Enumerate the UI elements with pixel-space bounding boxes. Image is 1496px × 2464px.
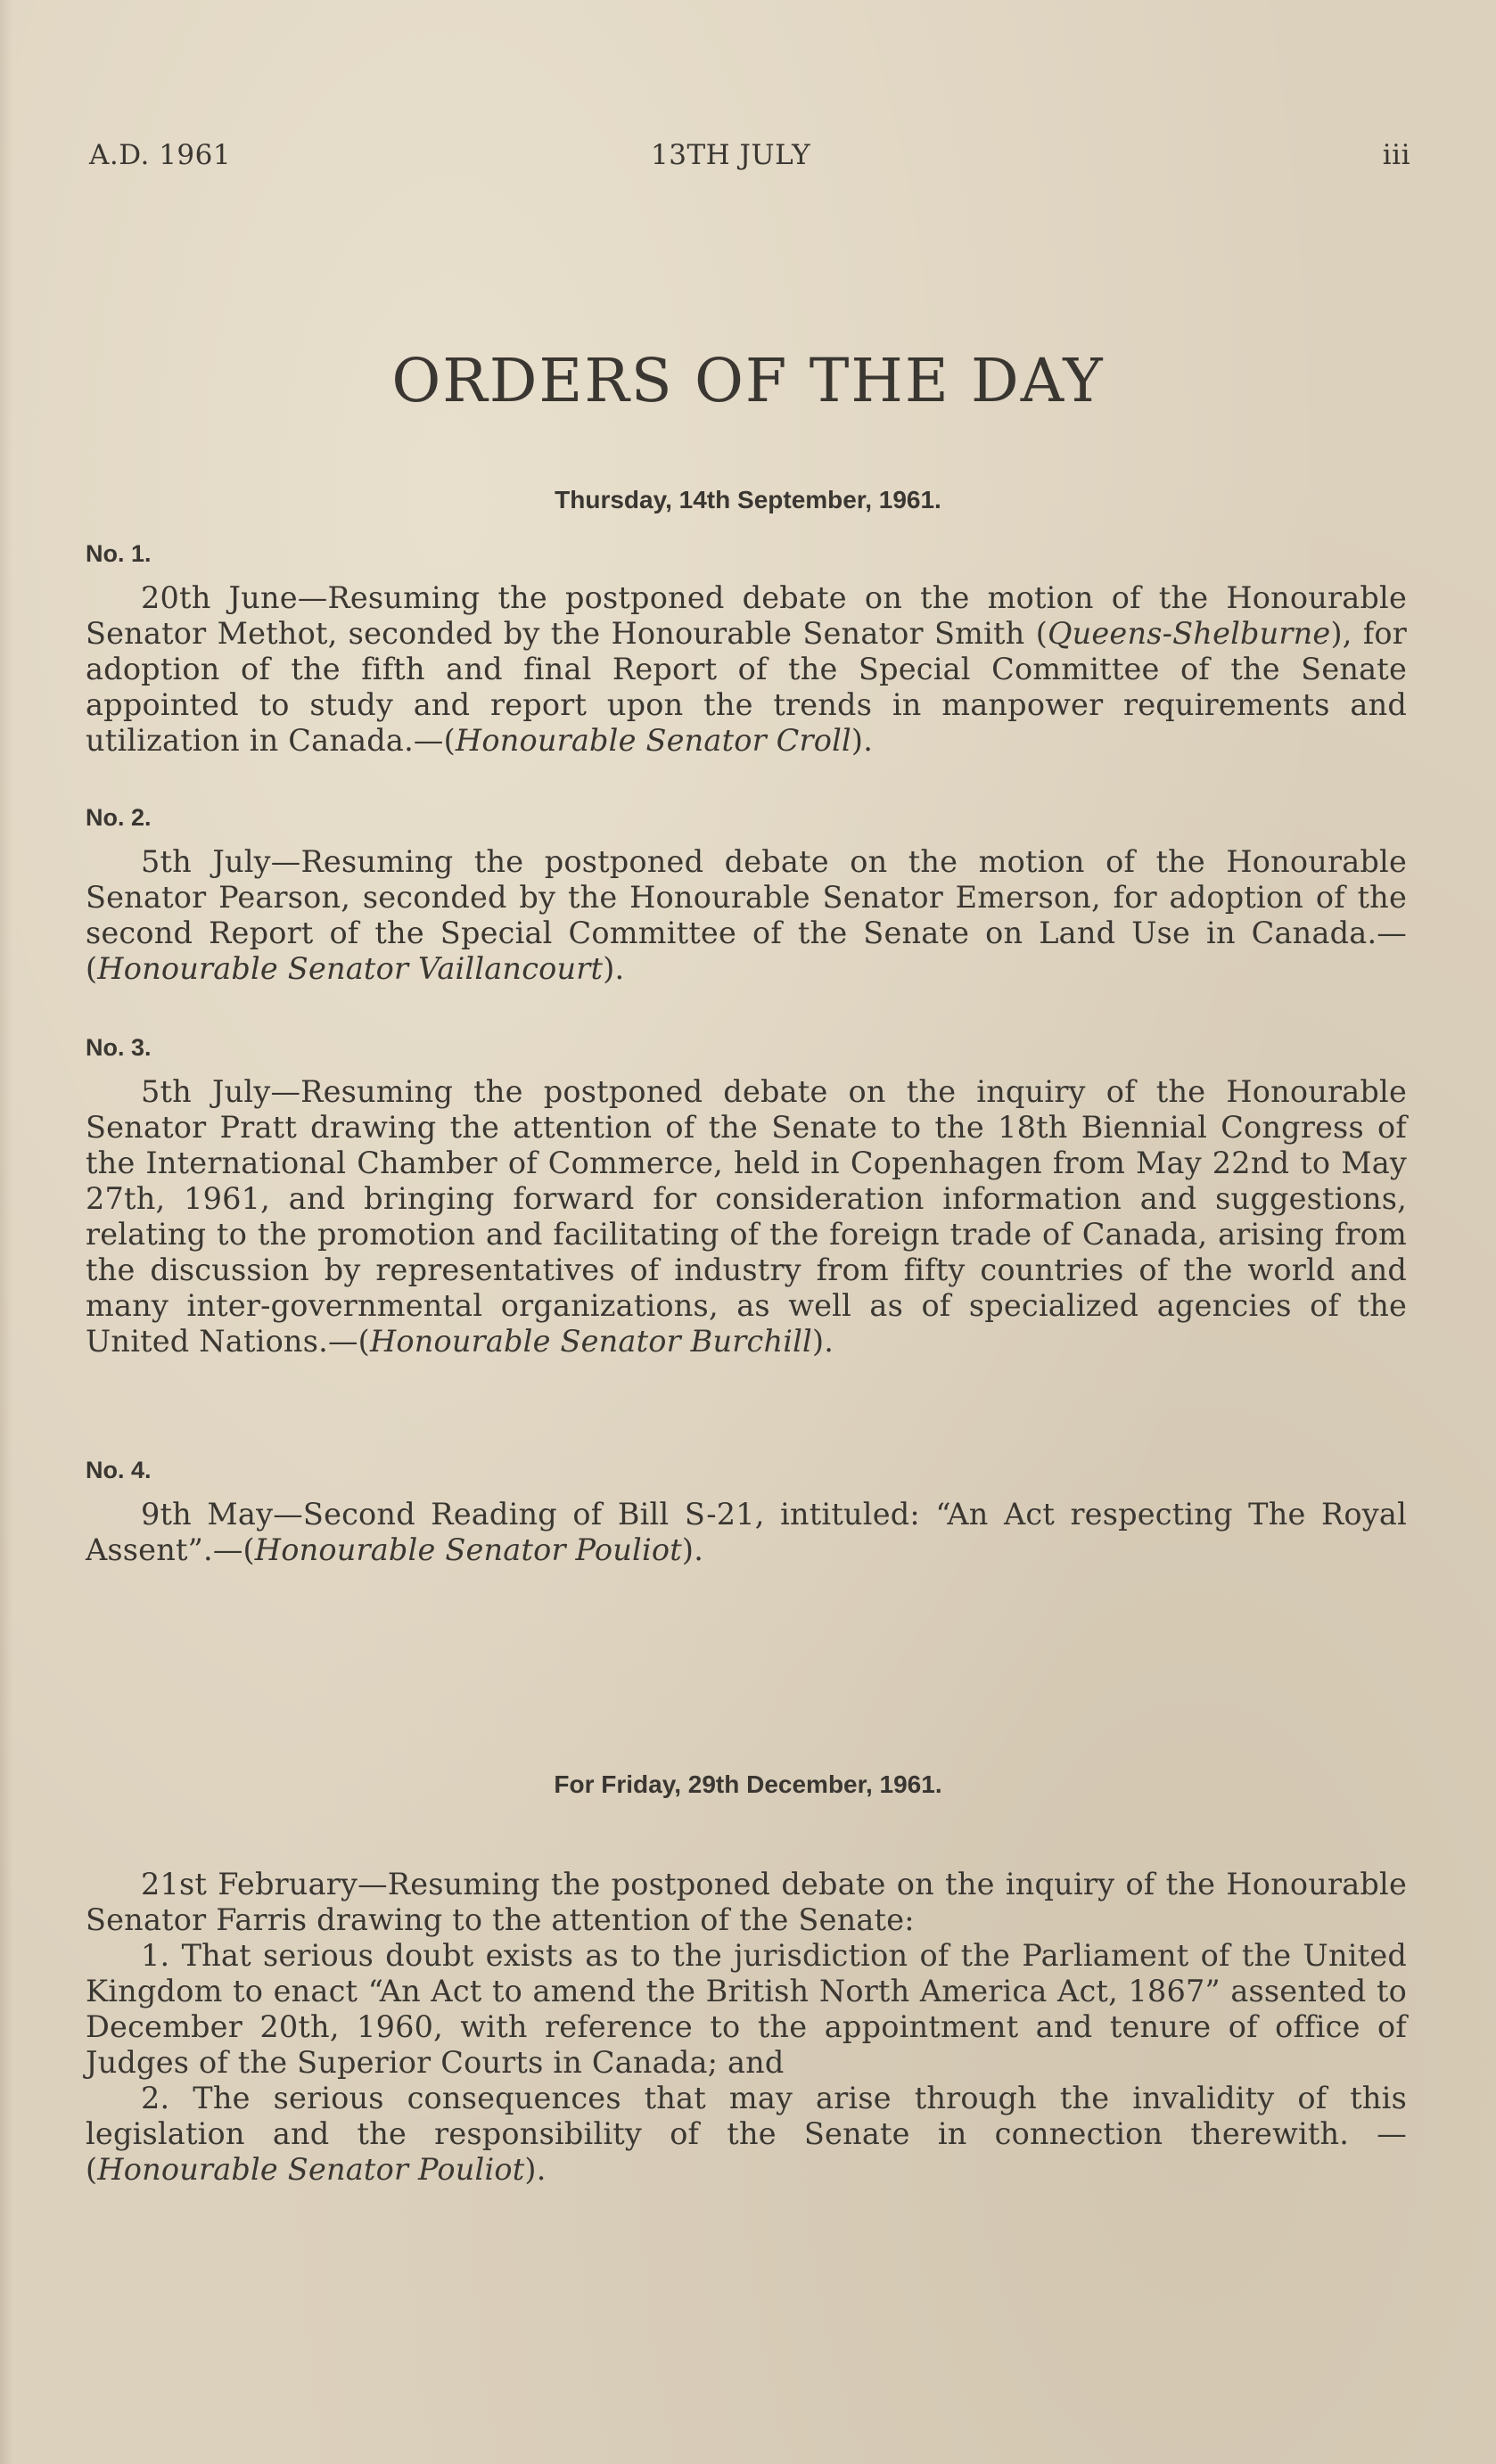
page-number: iii: [1382, 139, 1410, 171]
order-number: No. 1.: [86, 540, 152, 567]
order-1: [86, 540, 1407, 759]
order-3: [86, 1034, 1407, 1359]
friday-intro-paragraph: 21st February—Resuming the postponed debate on the inquiry of the Honourable Senator Farris drawing to the attention of the Senate:: [86, 1867, 1407, 1937]
order-number: No. 3.: [86, 1034, 152, 1061]
order-text: 20th June—Resuming the postponed debate on the motion of the Honourable Senator Methot, seconded by the Honourable Senator Smith (Queens-Shelburne), for adoption of the fifth and final Report of the Special Committee of the Senate appointed to study and report upon the trends in manpower requirements and utilization in Canada.—(Honourable Senator Croll).: [86, 580, 1408, 758]
order-number: No. 2.: [86, 804, 152, 831]
running-head-date: 13TH JULY: [651, 139, 811, 171]
friday-point-2: 2. The serious consequences that may arise through the invalidity of this legislation and the responsibility of the Senate in connection therewith. —(Honourable Senator Pouliot).: [86, 2081, 1407, 2187]
order-4: [86, 1457, 1407, 1568]
running-head: [89, 139, 1410, 175]
section-date-thursday: Thursday, 14th September, 1961.: [555, 486, 941, 513]
order-number: No. 4.: [86, 1457, 152, 1483]
order-text: 5th July—Resuming the postponed debate on the motion of the Honourable Senator Pearson, seconded by the Honourable Senator Emerson, for adoption of the second Report of the Special Committee of the Senate on Land Use in Canada.—(Honourable Senator Vaillancourt).: [86, 844, 1407, 986]
friday-point-1: 1. That serious doubt exists as to the jurisdiction of the Parliament of the United Kingdom to enact “An Act to amend the British North America Act, 1867” assented to December 20th, 1960, with reference to the appointment and tenure of office of Judges of the Superior Courts in Canada; and: [86, 1938, 1407, 2080]
order-text: 5th July—Resuming the postponed debate on the inquiry of the Honourable Senator Pratt drawing the attention of the Senate to the 18th Biennial Congress of the International Chamber of Commerce, held in Copenhagen from May 22nd to May 27th, 1961, and bringing forward for consideration information and suggestions, relating to the promotion and facilitating of the foreign trade of Canada, arising from the discussion by representatives of industry from fifty countries of the world and many inter-governmental organizations, as well as of specialized agencies of the United Nations.—(Honourable Senator Burchill).: [86, 1074, 1407, 1359]
running-head-year: A.D. 1961: [89, 139, 232, 171]
friday-order: [86, 1867, 1407, 2188]
order-2: [86, 804, 1407, 987]
page-title: ORDERS OF THE DAY: [391, 346, 1105, 415]
order-text: 9th May—Second Reading of Bill S-21, intituled: “An Act respecting The Royal Assent”.—(Honourable Senator Pouliot).: [86, 1497, 1407, 1567]
section-date-friday: For Friday, 29th December, 1961.: [554, 1770, 942, 1798]
